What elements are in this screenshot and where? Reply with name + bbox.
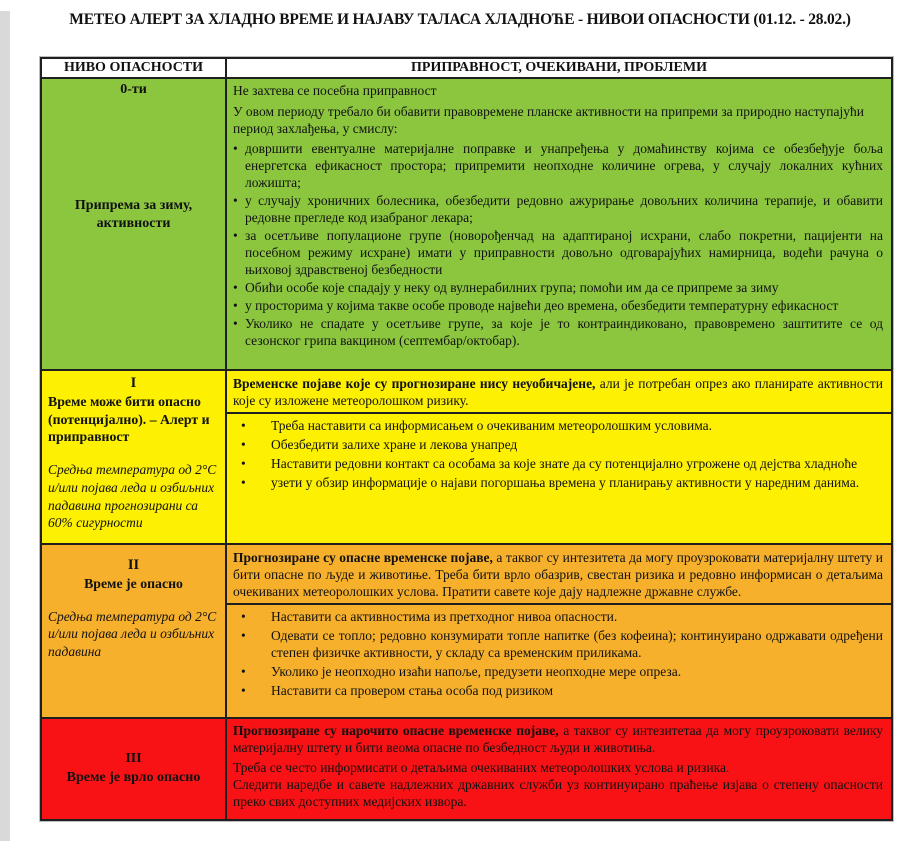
level-3-heading [48,750,219,788]
row-level-3 [41,718,892,820]
level-1-content [226,370,892,544]
level-3-para3: Следити наредбе и савете надлежних државних служби уз континуирано праћење изјава о степену опасности преко свих доступних медијских извора. [233,777,883,809]
row-level-0 [41,78,892,370]
level-1-note: Средња температура од 2°C и/или појава леда и озбиљних падавина прогнозирани са 60% сигурности [48,461,217,531]
level-2-cell [41,544,226,718]
level-0-line1: Не захтева се посебна приправност [233,83,437,98]
bullet-item: • Треба наставити са информисањем о очекиваним метеоролошким условима. [241,417,883,434]
bullet-item: • у случају хроничних болесника, обезбедити редовно ажурирање довољних количина терапије, и обавити редовне прегледе код изабраног лекара; [233,192,883,226]
bullet-item: • Наставити са активностима из претходног нивоа опасности. [241,608,883,625]
bullet-item: • Наставити редовни контакт са особама за које знате да су потенцијално угрожене од дејства хладноће [241,455,883,472]
level-1-numeral: I [130,375,137,391]
alert-levels-table [40,57,893,821]
level-0-cell [41,78,226,370]
bullet-item: • Уколико је неопходно изаћи напоље, предузети неопходне мере опреза. [241,663,883,680]
level-3-para2: Треба се често информисати о детаљима очекиваних метеоролошких услова и ризика. [233,760,730,775]
row-level-1 [41,370,892,544]
level-0-label: 0-ти [120,82,147,97]
level-3-intro-bold: Прогнозиране су нарочито опасне временске појаве, [233,723,559,738]
bullet-item: • Наставити са провером стања особа под ризиком [241,682,883,699]
level-1-intro-rest: али је потребан опрез ако планирате активности које су изложене метеоролошком ризику. [233,376,883,408]
level-3-content [226,718,892,820]
level-3-intro-rest: а таквог су интезитетаа да могу проузроковати велику материјалну штету и бити веома опасне по безбедност људи и животиња. [233,723,884,755]
page-left-margin-strip [0,11,10,841]
level-0-line2: У овом периоду требало би обавити правовремене планске активности на припреми за природно наступајући период захлађења, у смислу: [233,104,864,136]
level-2-intro [227,547,891,605]
level-1-title: Време може бити опасно (потенцијално). – Алерт и приправност [48,394,210,445]
level-3-title: Време је врло опасно [66,770,201,785]
level-3-numeral: III [125,751,142,767]
bullet-item: • Обићи особе које спадају у неку од вулнерабилних група; помоћи им да се припреме за зиму [233,279,883,296]
table-header-row [41,58,892,78]
level-2-intro-rest: а таквог су интезитета да могу проузроковати материјалну штету и бити опасне по људе и животиње. Треба бити врло обазрив, свестан ризика и редовно информисан о детаљима очекиваних метеоролошких услова. Пратити савете које дају надлежне државне службе. [233,550,884,599]
bullet-item: • Уколико не спадате у осетљиве групе, за које је то контраиндиковано, правовремено заштитите се од сезонског грипа вакцином (септембар/октобар). [233,315,883,349]
level-2-bullet-list [233,608,883,699]
document-title: МЕТЕО АЛЕРТ ЗА ХЛАДНО ВРЕМЕ И НАЈАВУ ТАЛАСА ХЛАДНОЋЕ - НИВОИ ОПАСНОСТИ (01.12. - 28.02.) [69,11,851,28]
level-2-note: Средња температура од 2°C и/или појава леда и озбиљних падавина [48,608,217,660]
level-1-cell [41,370,226,544]
bullet-item: • Одевати се топло; редовно конзумирати топле напитке (без кофеина); континуирано одржавати одређени степен физичке активности, у складу са временским приликама. [241,627,883,661]
level-0-content [226,78,892,370]
level-3-cell [41,718,226,820]
row-level-2 [41,544,892,718]
level-1-intro-bold: Временске појаве које су прогнозиране нису неуобичајене, [233,376,596,391]
level-1-bullet-list [233,417,883,491]
level-2-numeral: II [127,557,140,573]
bullet-item: • довршити евентуалне материјалне поправке и унапређења у домаћинству којима се обезбеђује боља енергетска ефикасност простора; припремити неопходне количине огрева, у случају локалних кућних ложишта; [233,140,883,191]
level-2-content [226,544,892,718]
bullet-item: • узети у обзир информације о најави погоршања времена у планирању активности у наредним данима. [241,474,883,491]
level-3-intro [233,722,883,756]
level-1-intro [227,373,891,414]
level-2-title: Време је опасно [84,576,183,591]
header-danger-level-column: НИВО ОПАСНОСТИ [41,58,226,78]
bullet-item: • Обезбедити залихе хране и лекова унапред [241,436,883,453]
bullet-item: • за осетљиве популационе групе (новорођенчад на адаптираној исхрани, слабо покретни, пацијенти на посебном режиму исхране) имати у приправности довољно одговарајућих намирница, водећи рачуна о њиховој здравственој безбедности [233,227,883,278]
bullet-item: • у просторима у којима такве особе проводе највећи део времена, обезбедити температурну ефикасност [233,297,883,314]
level-0-name: Припрема за зиму, активности [74,198,193,232]
level-2-intro-bold: Прогнозиране су опасне временске појаве, [233,550,493,565]
header-preparedness-column: ПРИПРАВНОСТ, ОЧЕКИВАНИ, ПРОБЛЕМИ [226,58,892,78]
level-0-bullet-list [233,140,883,349]
